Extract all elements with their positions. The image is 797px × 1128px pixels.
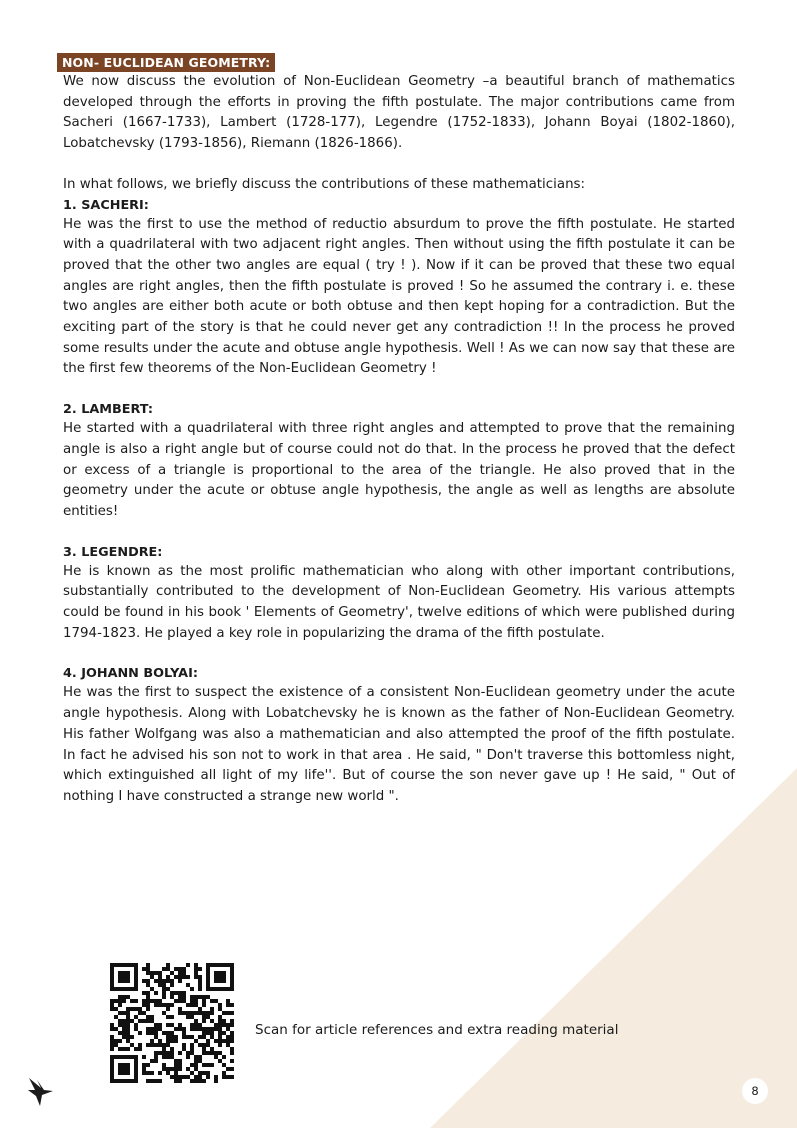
qr-caption: Scan for article references and extra reading material (255, 1022, 619, 1038)
section-body-lambert: He started with a quadrilateral with three right angles and attempted to prove that the remaining angle is also a right angle but of course could not do that. In the process he proved that the defect or excess of a triangle is proportional to the area of the triangle. He also proved that in the geometry under the acute or obtuse angle hypothesis, the angle as well as lengths are absolute entities! (63, 421, 735, 519)
bird-logo-icon (27, 1076, 55, 1108)
qr-code-icon[interactable] (110, 963, 234, 1083)
section-heading-bolyai: 4. JOHANN BOLYAI: (63, 666, 198, 682)
lead-paragraph: In what follows, we briefly discuss the contributions of these mathematicians: (63, 176, 586, 192)
page-number: 8 (742, 1078, 768, 1104)
section-heading-sacheri: 1. SACHERI: (63, 197, 149, 213)
intro-paragraph: We now discuss the evolution of Non-Euclidean Geometry –a beautiful branch of mathematics developed through the efforts in proving the fifth postulate. The major contributions came from Sacheri (1667-1733), Lambert (1728-177), Legendre (1752-1833), Johann Boyai (1802-1860), Lobatchevsky (1793-1856), Riemann (1826-1866). (63, 74, 735, 152)
section-body-sacheri: He was the first to use the method of reductio absurdum to prove the fifth postulate. He started with a quadrilateral with two adjacent right angles. Then without using the fifth postulate it can be proved that the other two angles are equal ( try ! ). Now if it can be proved that these two equal angles are right angles, then the fifth postulate is proved ! So he assumed the contrary i. e. these two angles are either both acute or both obtuse and then kept hoping for a contradiction. But the exciting part of the story is that he could never get any contradiction !! In the process he proved some results under the acute and obtuse angle hypothesis. Well ! As we can now say that these are the first few theorems of the Non-Euclidean Geometry ! (63, 216, 735, 377)
section-heading-legendre: 3. LEGENDRE: (63, 544, 163, 560)
section-heading-lambert: 2. LAMBERT: (63, 402, 153, 418)
page-title: NON- EUCLIDEAN GEOMETRY: (57, 53, 275, 72)
section-body-legendre: He is known as the most prolific mathematician who along with other important contributions, substantially contributed to the development of Non-Euclidean Geometry. His various attempts could be found in his book ' Elements of Geometry', twelve editions of which were published during 1794-1823. He played a key role in popularizing the drama of the fifth postulate. (63, 563, 735, 641)
article (63, 52, 735, 808)
section-body-bolyai: He was the first to suspect the existence of a consistent Non-Euclidean geometry under the acute angle hypothesis. Along with Lobatchevsky he is known as the father of Non-Euclidean Geometry. His father Wolfgang was also a mathematician and also attempted the proof of the fifth postulate. In fact he advised his son not to work in that area . He said, " Don't traverse this bottomless night, which extinguished all light of my life''. But of course the son never gave up ! He said, " Out of nothing I have constructed a strange new world ". (63, 685, 735, 804)
